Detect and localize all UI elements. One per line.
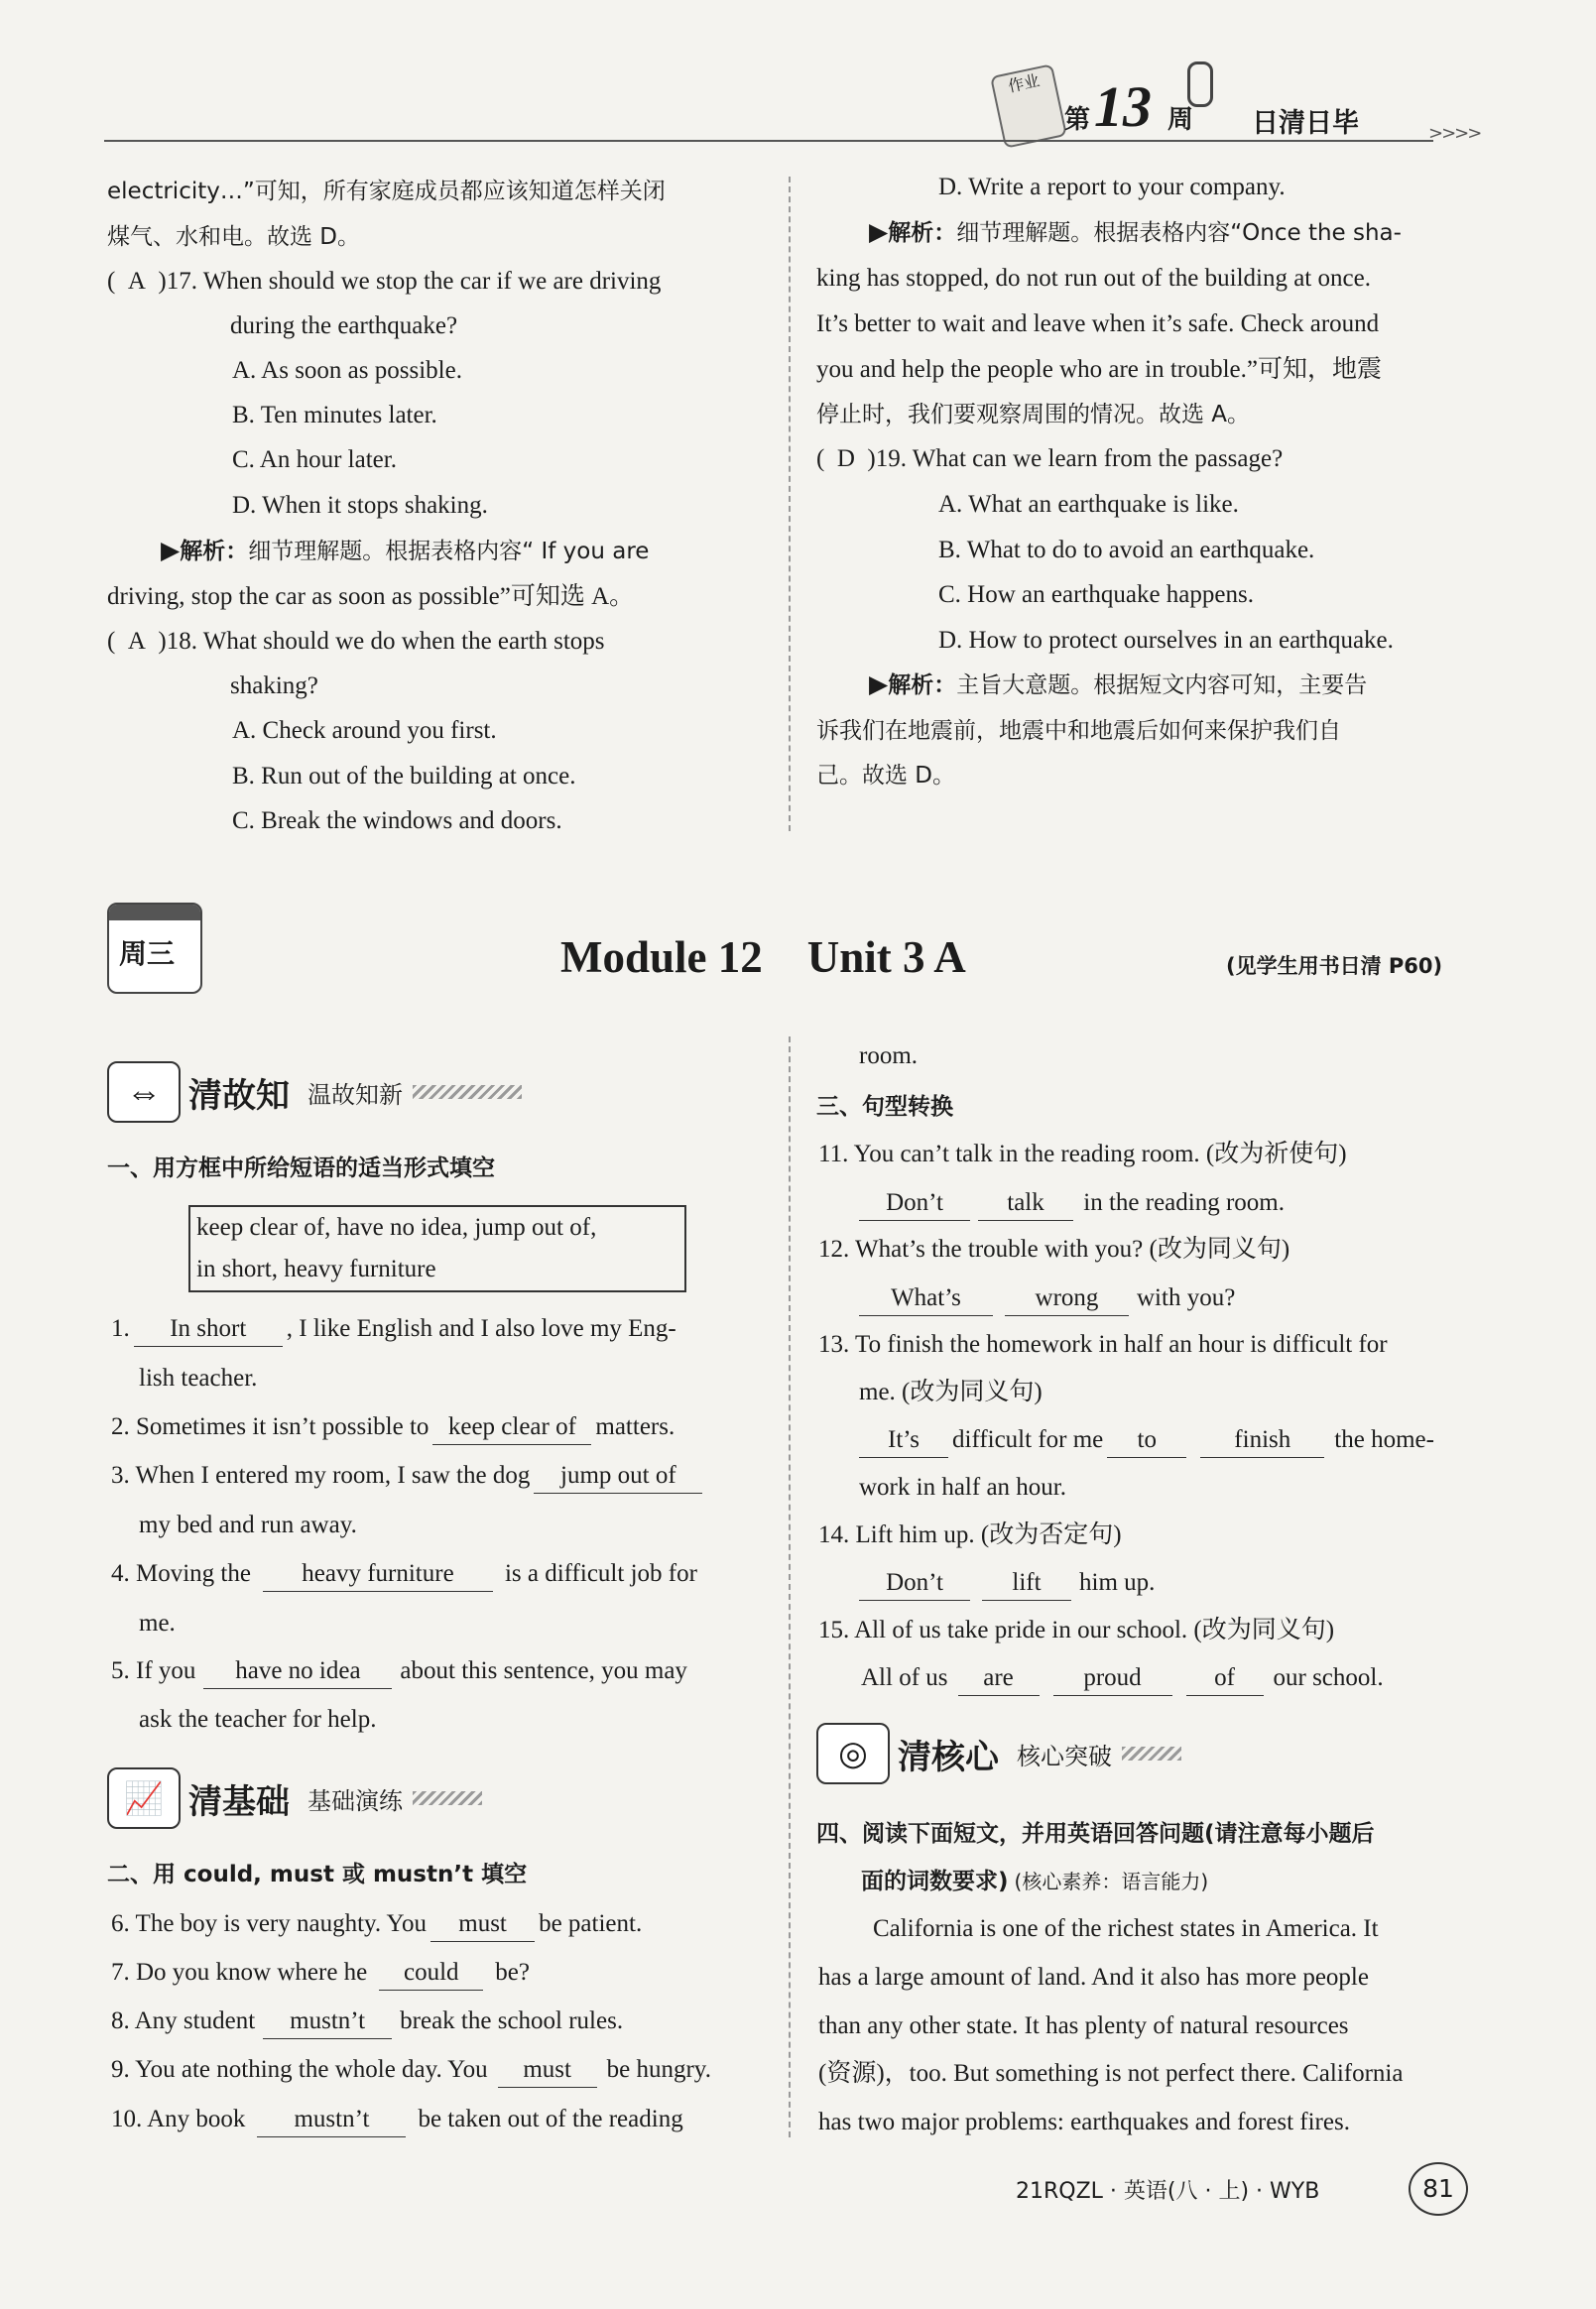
q18: ( A )18. What should we do when the earth stops bbox=[107, 628, 605, 655]
part4-tag: (核心素养：语言能力) bbox=[1014, 1870, 1209, 1893]
phrase-box bbox=[188, 1205, 686, 1292]
section-qinggu bbox=[107, 1061, 522, 1123]
jx18-d: you and help the people who are in trouble.”可知，地震 bbox=[816, 356, 1382, 383]
q4-text2: is a difficult job for bbox=[504, 1560, 697, 1587]
a14a: Don’t bbox=[859, 1566, 970, 1601]
q14: 14. Lift him up. (改为否定句) bbox=[818, 1521, 1122, 1548]
tl-line2: 煤气、水和电。故选 D。 bbox=[107, 224, 361, 250]
q15-text: All of us bbox=[861, 1664, 948, 1691]
q10 bbox=[111, 2100, 683, 2139]
a11b: talk bbox=[978, 1186, 1073, 1221]
q5-text2: about this sentence, you may bbox=[400, 1657, 687, 1684]
day-calendar-icon bbox=[107, 903, 202, 994]
q12-text2: with you? bbox=[1137, 1284, 1236, 1311]
section-qinghexin bbox=[816, 1723, 1181, 1784]
a1: In short bbox=[134, 1312, 283, 1347]
q10-text: 10. Any book bbox=[111, 2106, 246, 2132]
a13a: It’s bbox=[859, 1423, 948, 1458]
q3-cont: my bed and run away. bbox=[139, 1512, 357, 1538]
a2: keep clear of bbox=[432, 1410, 591, 1445]
a10: mustn’t bbox=[257, 2103, 406, 2137]
decor-stripe bbox=[1122, 1747, 1181, 1761]
section-title: 清基础 bbox=[188, 1781, 290, 1822]
q10-text2: be taken out of the reading bbox=[418, 2106, 683, 2132]
jx17-cont bbox=[107, 577, 634, 617]
week-suffix: 周 bbox=[1167, 105, 1194, 135]
q19-answer: D bbox=[836, 445, 855, 472]
q11-ans bbox=[859, 1183, 1285, 1223]
target-icon: ◎ bbox=[816, 1723, 890, 1784]
section-title: 清故知 bbox=[188, 1075, 290, 1116]
jx-label: 解析： bbox=[888, 220, 957, 246]
q19-opt-a: A. What an earthquake is like. bbox=[938, 491, 1239, 518]
q18-opt-a: A. Check around you first. bbox=[232, 717, 497, 744]
chart-growth-icon: 📈 bbox=[107, 1767, 181, 1829]
q11: 11. You can’t talk in the reading room. (改为祈使句) bbox=[818, 1141, 1347, 1167]
q9 bbox=[111, 2050, 711, 2090]
a13c: finish bbox=[1200, 1423, 1324, 1458]
week-number: 13 bbox=[1094, 74, 1152, 139]
q3-text: 3. When I entered my room, I saw the dog bbox=[111, 1462, 531, 1489]
column-divider bbox=[789, 1036, 791, 2137]
q14-ans bbox=[859, 1563, 1155, 1603]
jx-marker-icon: ▶ bbox=[869, 219, 889, 246]
q17-opt-a: A. As soon as possible. bbox=[232, 357, 462, 384]
q10-cont: room. bbox=[859, 1042, 919, 1069]
jx19-c: 己。故选 D。 bbox=[816, 763, 956, 789]
q14-text2: him up. bbox=[1079, 1569, 1156, 1596]
q18-opt-d: D. Write a report to your company. bbox=[938, 174, 1286, 200]
q9-text: 9. You ate nothing the whole day. You bbox=[111, 2056, 488, 2083]
day-label: 周三 bbox=[119, 937, 176, 970]
q12-ans bbox=[859, 1278, 1235, 1318]
phrase-box-line1: keep clear of, have no idea, jump out of, bbox=[196, 1214, 597, 1241]
q4-cont: me. bbox=[139, 1610, 176, 1637]
q13-text2: the home- bbox=[1334, 1426, 1434, 1453]
q7 bbox=[111, 1953, 530, 1993]
q17-opt-d: D. When it stops shaking. bbox=[232, 492, 488, 519]
part4-heading1: 四、阅读下面短文，并用英语回答问题(请注意每小题后 bbox=[816, 1821, 1375, 1847]
q13-ans bbox=[859, 1420, 1434, 1460]
page-number: 81 bbox=[1409, 2162, 1468, 2216]
a12a: What’s bbox=[859, 1281, 993, 1316]
daily-label: 日清日毕 bbox=[1252, 108, 1359, 139]
jx19-text: 主旨大意题。根据短文内容可知，主要告 bbox=[956, 672, 1368, 698]
q18-text: )18. What should we do when the earth stops bbox=[158, 628, 605, 655]
q4-text: 4. Moving the bbox=[111, 1560, 251, 1587]
q3 bbox=[111, 1456, 706, 1496]
section-subtitle: 基础演练 bbox=[307, 1786, 403, 1815]
q1 bbox=[111, 1309, 676, 1349]
a4: heavy furniture bbox=[263, 1557, 493, 1592]
q15-text2: our school. bbox=[1273, 1664, 1384, 1691]
jx18 bbox=[869, 213, 1402, 253]
q6-text: 6. The boy is very naughty. You bbox=[111, 1910, 428, 1937]
a7: could bbox=[379, 1956, 483, 1991]
q17-opt-c: C. An hour later. bbox=[232, 446, 397, 473]
part1-heading: 一、用方框中所给短语的适当形式填空 bbox=[107, 1155, 495, 1181]
jx-label: 解析： bbox=[180, 539, 249, 564]
module-ref: (见学生用书日清 P60) bbox=[1226, 954, 1443, 978]
section-subtitle: 核心突破 bbox=[1017, 1742, 1112, 1770]
jx17 bbox=[161, 532, 649, 571]
tl-line1: electricity…”可知，所有家庭成员都应该知道怎样关闭 bbox=[107, 179, 666, 204]
q19-opt-b: B. What to do to avoid an earthquake. bbox=[938, 537, 1315, 563]
jx18-c: It’s better to wait and leave when it’s safe. Check around bbox=[816, 310, 1380, 337]
section-qingjichu bbox=[107, 1767, 482, 1829]
decor-stripe bbox=[413, 1791, 482, 1805]
passage-line5: has two major problems: earthquakes and forest fires. bbox=[818, 2109, 1350, 2135]
q5 bbox=[111, 1651, 687, 1691]
part4-heading2: 面的词数要求) bbox=[861, 1869, 1009, 1894]
a5: have no idea bbox=[203, 1654, 392, 1689]
module-title: Module 12 Unit 3 A bbox=[560, 932, 966, 982]
q9-text2: be hungry. bbox=[606, 2056, 711, 2083]
q17-opt-b: B. Ten minutes later. bbox=[232, 402, 437, 428]
jx19-b: 诉我们在地震前，地震中和地震后如何来保护我们自 bbox=[816, 718, 1341, 744]
decor-stripe bbox=[413, 1085, 522, 1099]
q19-opt-d: D. How to protect ourselves in an earthquake. bbox=[938, 627, 1394, 654]
a11a: Don’t bbox=[859, 1186, 970, 1221]
a9: must bbox=[498, 2053, 597, 2088]
header-badge bbox=[997, 61, 1205, 151]
arrows-icon: ⇔ bbox=[107, 1061, 181, 1123]
q18-answer: A bbox=[127, 628, 146, 655]
q17-text: )17. When should we stop the car if we are driving bbox=[158, 268, 662, 295]
week-prefix: 第 bbox=[1064, 105, 1091, 135]
a3: jump out of bbox=[534, 1459, 702, 1494]
jx17-text: 细节理解题。根据表格内容“ If you are bbox=[248, 539, 650, 564]
a6: must bbox=[430, 1907, 535, 1942]
column-divider bbox=[789, 177, 791, 831]
part2-heading: 二、用 could, must 或 mustn’t 填空 bbox=[107, 1862, 528, 1887]
q12: 12. What’s the trouble with you? (改为同义句) bbox=[818, 1236, 1290, 1263]
q2 bbox=[111, 1407, 675, 1447]
a15b: proud bbox=[1053, 1661, 1172, 1696]
q7-text2: be? bbox=[495, 1959, 530, 1986]
q17-answer: A bbox=[127, 268, 146, 295]
jx19 bbox=[869, 666, 1367, 705]
a13b: to bbox=[1107, 1423, 1186, 1458]
a15c: of bbox=[1186, 1661, 1264, 1696]
section-title: 清核心 bbox=[898, 1737, 999, 1777]
q1-cont: lish teacher. bbox=[139, 1365, 258, 1392]
jx-marker-icon: ▶ bbox=[161, 538, 181, 564]
q13-cont: me. (改为同义句) bbox=[859, 1379, 1043, 1405]
homework-stamp: 作业 bbox=[990, 63, 1067, 149]
q1-text: , I like English and I also love my Eng- bbox=[286, 1315, 676, 1342]
a12b: wrong bbox=[1005, 1281, 1129, 1316]
q19-opt-c: C. How an earthquake happens. bbox=[938, 581, 1254, 608]
q19: ( D )19. What can we learn from the passage? bbox=[816, 445, 1284, 472]
jx17-cont-text: driving, stop the car as soon as possible”可知选 A。 bbox=[107, 583, 635, 610]
q15-ans bbox=[861, 1658, 1384, 1698]
jx18-e: 停止时，我们要观察周围的情况。故选 A。 bbox=[816, 402, 1251, 427]
passage-line4: (资源)，too. But something is not perfect there. California bbox=[818, 2060, 1404, 2087]
q4 bbox=[111, 1554, 697, 1594]
q15: 15. All of us take pride in our school. (改为同义句) bbox=[818, 1617, 1335, 1643]
q8 bbox=[111, 2002, 623, 2041]
passage-line2: has a large amount of land. And it also has more people bbox=[818, 1964, 1369, 1991]
header-rule bbox=[104, 140, 1433, 142]
q13-mid: difficult for me bbox=[952, 1426, 1104, 1453]
q6 bbox=[111, 1904, 642, 1944]
q5-text: 5. If you bbox=[111, 1657, 196, 1684]
q8-text: 8. Any student bbox=[111, 2007, 256, 2034]
q13: 13. To finish the homework in half an hour is difficult for bbox=[818, 1331, 1388, 1358]
q6-text2: be patient. bbox=[539, 1910, 643, 1937]
q18-opt-c: C. Break the windows and doors. bbox=[232, 807, 562, 834]
a14b: lift bbox=[982, 1566, 1071, 1601]
header-arrows: >>>> bbox=[1428, 123, 1481, 144]
jx-label: 解析： bbox=[888, 672, 957, 698]
jx18-text: 细节理解题。根据表格内容“Once the sha- bbox=[956, 220, 1402, 246]
a15a: are bbox=[958, 1661, 1040, 1696]
clip-icon bbox=[1187, 61, 1213, 107]
q18-cont: shaking? bbox=[230, 672, 318, 699]
q17-cont: during the earthquake? bbox=[230, 312, 458, 339]
q19-text: )19. What can we learn from the passage? bbox=[867, 445, 1284, 472]
part3-heading: 三、句型转换 bbox=[816, 1094, 953, 1120]
q11-text2: in the reading room. bbox=[1083, 1189, 1285, 1216]
passage-line3: than any other state. It has plenty of natural resources bbox=[818, 2012, 1349, 2039]
q18-opt-b: B. Run out of the building at once. bbox=[232, 763, 576, 790]
phrase-box-line2: in short, heavy furniture bbox=[196, 1256, 436, 1282]
q7-text: 7. Do you know where he bbox=[111, 1959, 368, 1986]
part4-heading2-line bbox=[861, 1862, 1208, 1901]
q5-cont: ask the teacher for help. bbox=[139, 1706, 377, 1733]
q13-cont2: work in half an hour. bbox=[859, 1474, 1066, 1501]
a8: mustn’t bbox=[263, 2005, 392, 2039]
jx-marker-icon: ▶ bbox=[869, 671, 889, 698]
q17: ( A )17. When should we stop the car if we are driving bbox=[107, 268, 662, 295]
q1-num: 1. bbox=[111, 1315, 130, 1342]
passage-line1: California is one of the richest states in America. It bbox=[873, 1915, 1379, 1942]
jx18-b: king has stopped, do not run out of the building at once. bbox=[816, 265, 1371, 292]
q2-text: 2. Sometimes it isn’t possible to bbox=[111, 1413, 430, 1440]
footer-code: 21RQZL · 英语(八 · 上) · WYB bbox=[1016, 2179, 1320, 2204]
q8-text2: break the school rules. bbox=[400, 2007, 624, 2034]
q2-text2: matters. bbox=[595, 1413, 675, 1440]
section-subtitle: 温故知新 bbox=[307, 1080, 403, 1109]
